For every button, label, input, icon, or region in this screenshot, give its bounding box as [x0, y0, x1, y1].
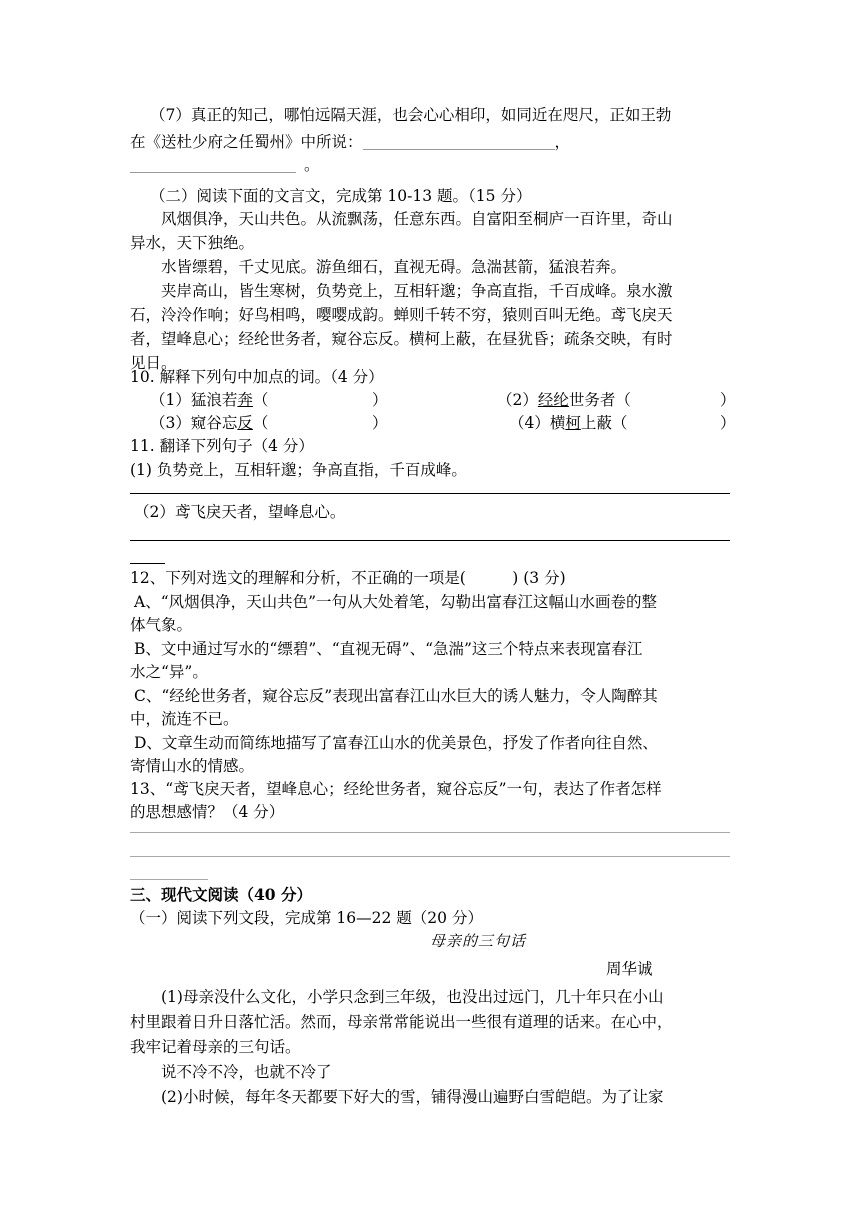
q11-stem: 11. 翻译下列句子（4 分） — [130, 437, 314, 455]
q10-item-1 — [150, 388, 268, 412]
q10-item-2-keyword: 经纶 — [537, 391, 569, 409]
q7-line3-period: 。 — [304, 156, 320, 174]
q10-item-3-open: （ — [252, 414, 269, 432]
q11-answer-line-3[interactable] — [130, 563, 165, 564]
q10-item-4-close: ） — [720, 414, 736, 432]
q10-item-3-close: ） — [372, 414, 388, 432]
q12-option-b-line1: B、文中通过写水的“缥碧”、“直视无碍”、“急湍”这三个特点来表现富春江 — [134, 640, 643, 658]
section3-heading: 三、现代文阅读（40 分） — [130, 885, 312, 904]
q7-answer-blank-1[interactable] — [363, 133, 555, 150]
article-author: 周华诚 — [606, 960, 653, 978]
passage-p3-line2: 石，泠泠作响；好鸟相鸣，嘤嘤成韵。蝉则千转不穷，猿则百叫无绝。鸢飞戾天 — [130, 306, 673, 324]
q13-answer-line-3[interactable] — [130, 879, 208, 880]
q7-answer-blank-2[interactable] — [130, 156, 296, 173]
article-p1-line3: 我牢记着母亲的三句话。 — [130, 1038, 301, 1056]
q13-answer-line-1[interactable] — [130, 832, 730, 833]
passage-p3-line4: 见日。 — [130, 354, 177, 372]
q12-option-a-line2: 体气象。 — [130, 616, 193, 634]
q12-stem: 12、下列对选文的理解和分析，不正确的一项是( ) (3 分) — [130, 569, 566, 587]
article-title: 母亲的三句话 — [430, 932, 527, 950]
q11-answer-line-2[interactable] — [130, 540, 730, 541]
q10-item-4-open: 上蔽（ — [580, 414, 628, 432]
section2-heading: （二）阅读下面的文言文，完成第 10-13 题。（15 分） — [150, 187, 532, 205]
passage-p3-line3: 者，望峰息心；经纶世务者，窥谷忘反。横柯上蔽，在昼犹昏；疏条交映，有时 — [130, 330, 673, 348]
q7-line2-text: 在《送杜少府之任蜀州》中所说： — [130, 133, 363, 151]
article-p1-line2: 村里跟着日升日落忙活。然而，母亲常常能说出一些很有道理的话来。在心中， — [130, 1013, 673, 1031]
q10-item-2-close: ） — [720, 391, 736, 409]
passage-p2-line1: 水皆缥碧，千丈见底。游鱼细石，直视无碍。急湍甚箭，猛浪若奔。 — [161, 258, 627, 276]
passage-p3-line1: 夹岸高山，皆生寒树，负势竞上，互相轩邈；争高直指，千百成峰。泉水激 — [161, 282, 673, 300]
article-subheading: 说不冷不冷，也就不冷了 — [161, 1063, 332, 1081]
q7-line3 — [130, 153, 730, 177]
q13-line1: 13、“鸢飞戾天者，望峰息心；经纶世务者，窥谷忘反”一句，表达了作者怎样 — [130, 780, 662, 798]
q10-item-4-text: （4）横 — [509, 414, 566, 432]
q12-option-d-line2: 寄情山水的情感。 — [130, 757, 255, 775]
q10-item-4-keyword: 柯 — [565, 414, 581, 432]
section3-subheading: （一）阅读下列文段，完成第 16—22 题（20 分） — [130, 909, 483, 927]
q11-sentence-1: (1) 负势竞上，互相轩邈；争高直指，千百成峰。 — [130, 461, 467, 479]
q13-answer-line-2[interactable] — [130, 856, 730, 857]
q10-item-1-keyword: 奔 — [237, 391, 253, 409]
q12-option-b-line2: 水之“异”。 — [130, 663, 208, 681]
q10-item-1-text: （1）猛浪若 — [150, 391, 238, 409]
passage-p1-line2: 异水，天下独绝。 — [130, 234, 255, 252]
q12-option-c-line1: C、“经纶世务者，窥谷忘反”表现出富春江山水巨大的诱人魅力，令人陶醉其 — [134, 687, 658, 705]
q7-line2-comma: ， — [554, 133, 571, 151]
q10-stem: 10. 解释下列句中加点的词。（4 分） — [130, 368, 384, 386]
q13-line2: 的思想感情？（4 分） — [130, 803, 285, 821]
article-p2-line1: (2)小时候，每年冬天都要下好大的雪，铺得漫山遍野白雪皑皑。为了让家 — [161, 1088, 664, 1106]
q12-option-c-line2: 中，流连不已。 — [130, 710, 239, 728]
passage-p1-line1: 风烟俱净，天山共色。从流飘荡，任意东西。自富阳至桐庐一百许里，奇山 — [161, 210, 673, 228]
q12-option-a-line1: A、“风烟俱净，天山共色”一句从大处着笔，勾勒出富春江这幅山水画卷的整 — [134, 593, 658, 611]
q10-item-2 — [497, 388, 631, 412]
article-p1-line1: (1)母亲没什么文化，小学只念到三年级，也没出过远门，几十年只在小山 — [161, 988, 664, 1006]
q7-line2 — [130, 130, 730, 154]
q10-item-1-open: （ — [252, 391, 269, 409]
q10-item-4 — [509, 411, 627, 435]
q10-item-3 — [150, 411, 268, 435]
q11-answer-line-1[interactable] — [130, 493, 730, 494]
q10-item-1-close: ） — [372, 391, 388, 409]
q10-item-3-text: （3）窥谷忘 — [150, 414, 238, 432]
q10-item-2-open: 世务者（ — [568, 391, 631, 409]
q11-sentence-2: （2）鸢飞戾天者，望峰息心。 — [134, 503, 346, 521]
q10-item-2-text: （2） — [497, 391, 538, 409]
q12-option-d-line1: D、文章生动而简练地描写了富春江山水的优美景色，抒发了作者向往自然、 — [134, 734, 658, 752]
q10-item-3-keyword: 反 — [237, 414, 253, 432]
q7-line1: （7）真正的知己，哪怕远隔天涯，也会心心相印，如同近在咫尺，正如王勃 — [150, 106, 672, 124]
